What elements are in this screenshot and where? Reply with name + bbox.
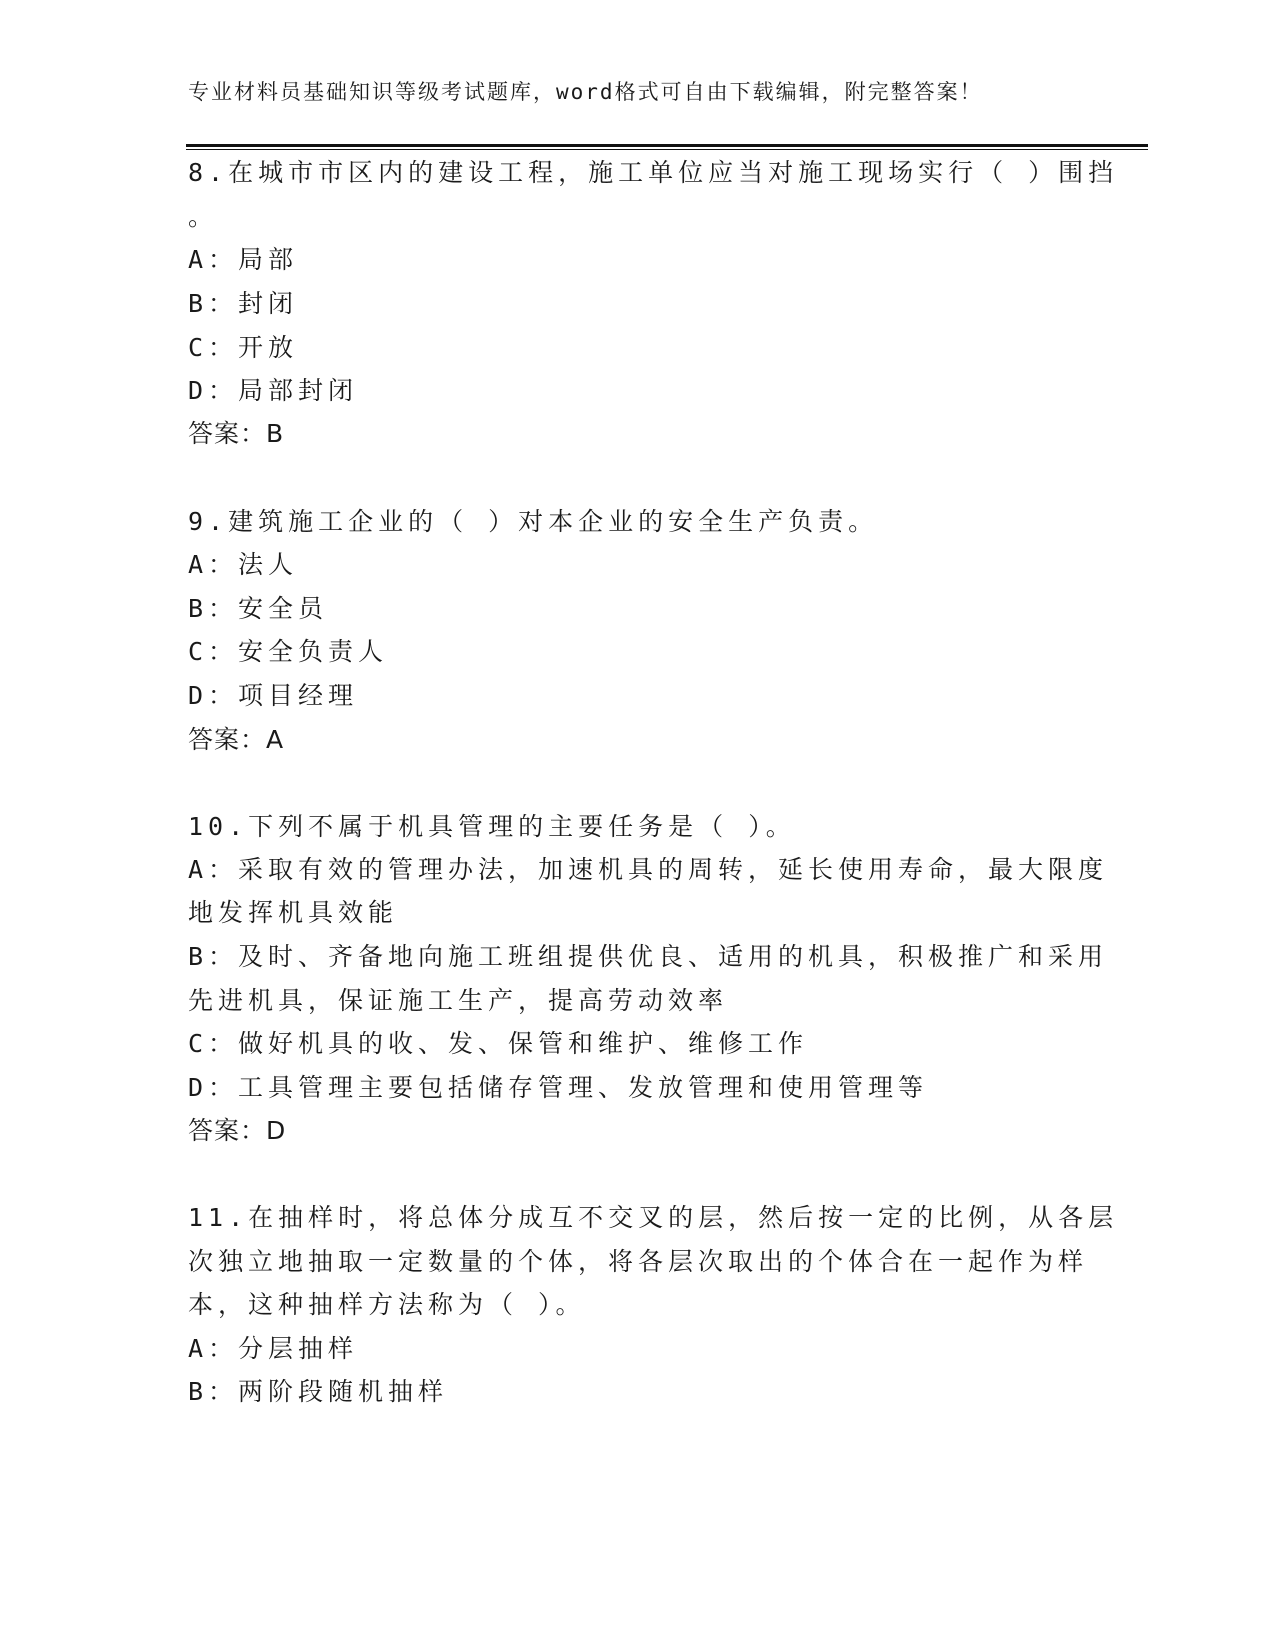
option-b: B：及时、齐备地向施工班组提供优良、适用的机具，积极推广和采用 — [188, 942, 1109, 971]
page-header: 专业材料员基础知识等级考试题库，word格式可自由下载编辑，附完整答案！ — [188, 80, 983, 104]
option-d: D：项目经理 — [188, 681, 359, 710]
question-stem: 。 — [188, 202, 219, 231]
option-c: C：安全负责人 — [188, 637, 389, 666]
question-stem: 8.在城市市区内的建设工程，施工单位应当对施工现场实行（ ）围挡 — [188, 158, 1119, 187]
option-b: B：封闭 — [188, 289, 299, 318]
header-rule-thick — [186, 144, 1148, 147]
option-a: A：法人 — [188, 550, 299, 579]
option-b: B：两阶段随机抽样 — [188, 1377, 449, 1406]
option-b-continued: 先进机具，保证施工生产，提高劳动效率 — [188, 986, 729, 1015]
question-stem: 11.在抽样时，将总体分成互不交叉的层，然后按一定的比例，从各层 — [188, 1203, 1119, 1232]
answer: 答案：D — [188, 1116, 287, 1145]
option-a: A：局部 — [188, 245, 299, 274]
option-b: B：安全员 — [188, 594, 329, 623]
option-a: A：采取有效的管理办法，加速机具的周转，延长使用寿命，最大限度 — [188, 855, 1109, 884]
option-c: C：做好机具的收、发、保管和维护、维修工作 — [188, 1029, 809, 1058]
option-d: D：工具管理主要包括储存管理、发放管理和使用管理等 — [188, 1073, 929, 1102]
header-rule-thin — [186, 149, 1148, 150]
option-c: C：开放 — [188, 333, 299, 362]
answer: 答案：A — [188, 725, 285, 754]
option-a-continued: 地发挥机具效能 — [188, 898, 399, 927]
option-d: D：局部封闭 — [188, 376, 359, 405]
answer: 答案：B — [188, 419, 285, 448]
question-stem: 本，这种抽样方法称为（ ）。 — [188, 1290, 586, 1319]
question-stem: 10.下列不属于机具管理的主要任务是（ ）。 — [188, 812, 796, 841]
question-stem: 9.建筑施工企业的（ ）对本企业的安全生产负责。 — [188, 507, 879, 536]
option-a: A：分层抽样 — [188, 1334, 359, 1363]
question-stem: 次独立地抽取一定数量的个体，将各层次取出的个体合在一起作为样 — [188, 1247, 1089, 1276]
